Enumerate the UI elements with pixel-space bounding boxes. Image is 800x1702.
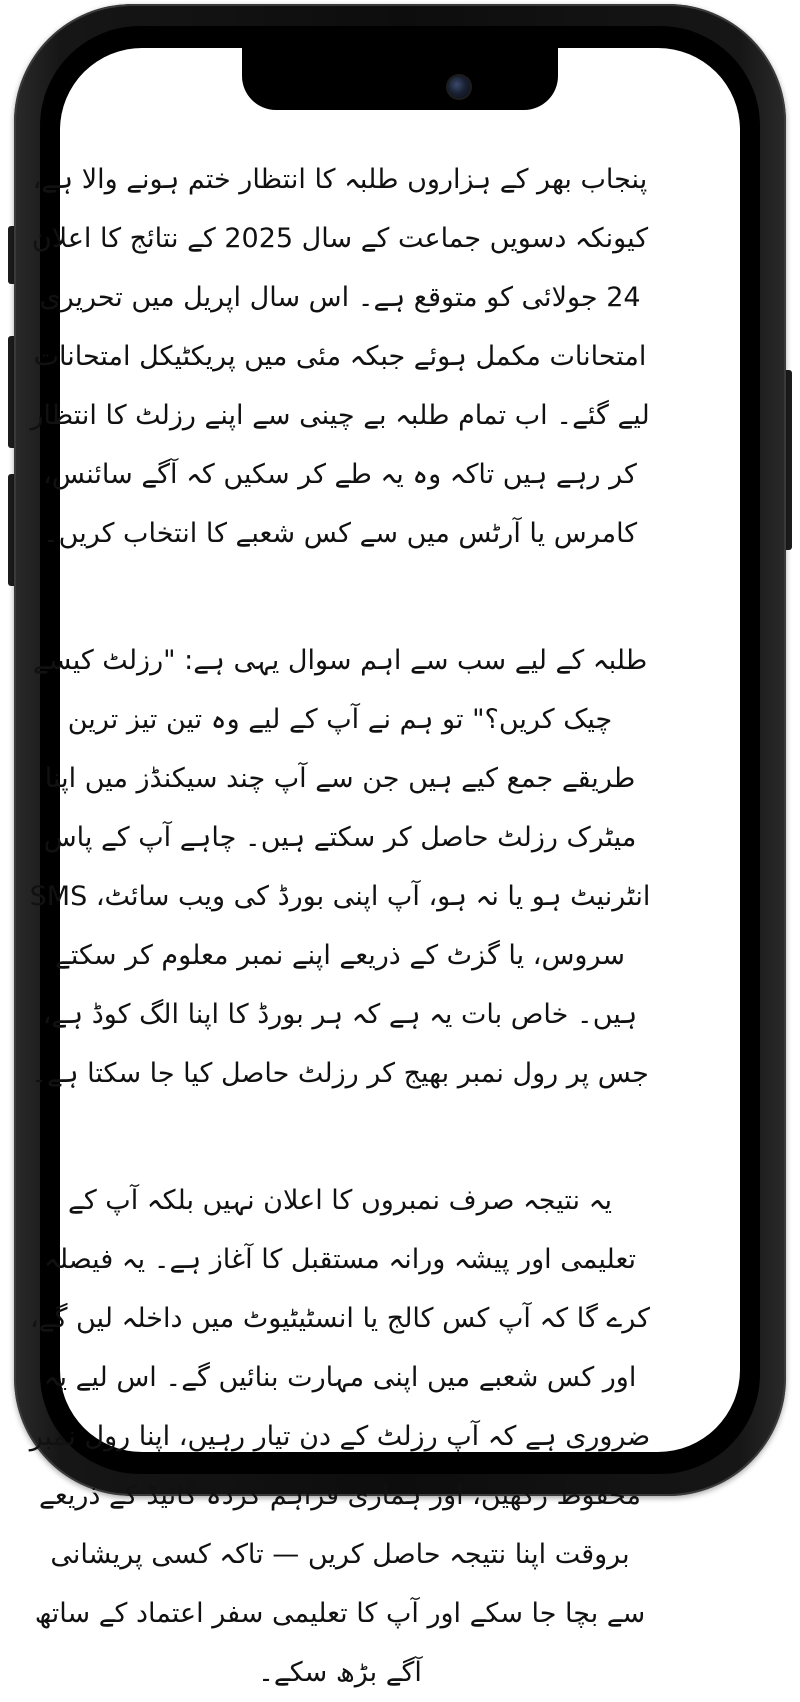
article-paragraph-3: یہ نتیجہ صرف نمبروں کا اعلان نہیں بلکہ آپ کے تعلیمی اور پیشہ ورانہ مستقبل کا آغاز ہے۔ یہ فیصلہ کرے گا کہ آپ کس کالج یا انسٹیٹیوٹ میں داخلہ لیں گے، اور کس شعبے میں اپنی مہارت بنائیں گے۔ اس لیے یہ ضروری ہے کہ آپ رزلٹ کے دن تیار رہیں، اپنا رول نمبر محفوظ رکھیں، اور ہماری فراہم کردہ گائیڈ کے ذریعے بروقت اپنا نتیجہ حاصل کریں — تاکہ کسی پریشانی سے بچا جا سکے اور آپ کا تعلیمی سفر اعتماد کے ساتھ آگے بڑھ سکے۔ <box>29 1185 651 1688</box>
article-paragraph-2: طلبہ کے لیے سب سے اہم سوال یہی ہے: "رزلٹ کیسے چیک کریں؟" تو ہم نے آپ کے لیے وہ تین تیز ترین طریقے جمع کیے ہیں جن سے آپ چند سیکنڈز میں اپنا میٹرک رزلٹ حاصل کر سکتے ہیں۔ چاہے آپ کے پاس انٹرنیٹ ہو یا نہ ہو، آپ اپنی بورڈ کی ویب سائٹ، SMS سروس، یا گزٹ کے ذریعے اپنے نمبر معلوم کر سکتے ہیں۔ خاص بات یہ ہے کہ ہر بورڈ کا اپنا الگ کوڈ ہے، جس پر رول نمبر بھیج کر رزلٹ حاصل کیا جا سکتا ہے۔ <box>29 645 651 1089</box>
article-body <box>28 150 652 1702</box>
notch <box>242 46 558 110</box>
front-camera-icon <box>448 76 470 98</box>
article-paragraph-1: پنجاب بھر کے ہزاروں طلبہ کا انتظار ختم ہونے والا ہے، کیونکہ دسویں جماعت کے سال 2025 کے نتائج کا اعلان 24 جولائی کو متوقع ہے۔ اس سال اپریل میں تحریری امتحانات مکمل ہوئے جبکہ مئی میں پریکٹیکل امتحانات لیے گئے۔ اب تمام طلبہ بے چینی سے اپنے رزلٹ کا انتظار کر رہے ہیں تاکہ وہ یہ طے کر سکیں کہ آگے سائنس، کامرس یا آرٹس میں سے کس شعبے کا انتخاب کریں۔ <box>30 164 650 549</box>
